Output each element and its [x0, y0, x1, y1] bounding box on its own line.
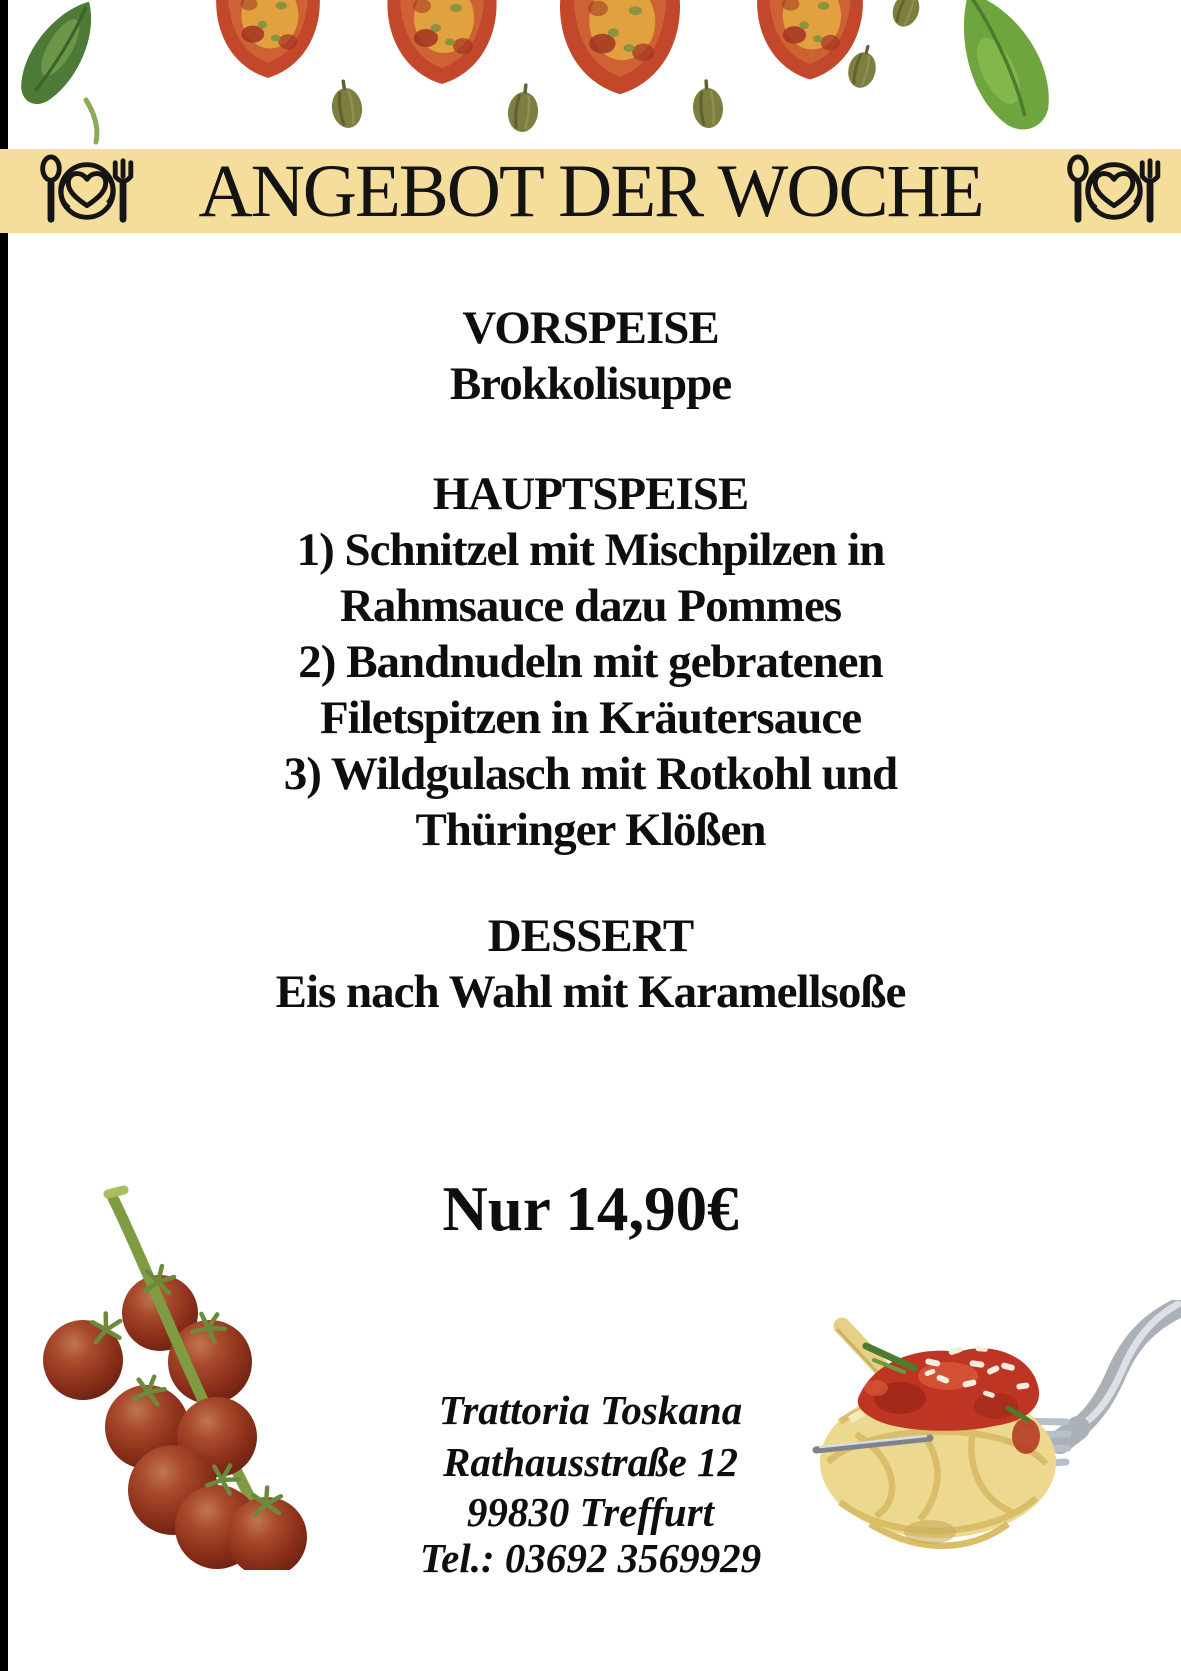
restaurant-phone: Tel.: 03692 3569929: [419, 1535, 762, 1581]
menu-line: 2) Bandnudeln mit gebratenen: [298, 636, 883, 688]
menu-line: Brokkolisuppe: [449, 358, 732, 410]
menu-line: 1) Schnitzel mit Mischpilzen in: [296, 524, 885, 576]
menu-line: 3) Wildgulasch mit Rotkohl und: [283, 748, 898, 800]
menu-line: Filetspitzen in Kräutersauce: [319, 692, 862, 744]
price-text: Nur 14,90€: [442, 1174, 739, 1244]
restaurant-name: Trattoria Toskana: [438, 1387, 743, 1433]
page-title: ANGEBOT DER WOCHE: [198, 150, 983, 233]
section-heading-hauptspeise: HAUPTSPEISE: [432, 468, 749, 520]
menu-line: Rahmsauce dazu Pommes: [339, 580, 842, 632]
restaurant-street: Rathausstraße 12: [442, 1439, 739, 1485]
title-banner: [0, 149, 1181, 233]
restaurant-city: 99830 Treffurt: [466, 1489, 715, 1535]
basil-leaf-left: [9, 0, 109, 114]
plate-heart-cutlery-icon: [1063, 154, 1165, 228]
menu-line: Thüringer Klößen: [415, 804, 766, 856]
section-heading-vorspeise: VORSPEISE: [462, 302, 719, 354]
section-heading-dessert: DESSERT: [487, 910, 694, 962]
menu-line: Eis nach Wahl mit Karamellsoße: [275, 966, 906, 1018]
top-decoration-band: [0, 0, 1181, 148]
basil-leaf-right: [938, 0, 1066, 142]
